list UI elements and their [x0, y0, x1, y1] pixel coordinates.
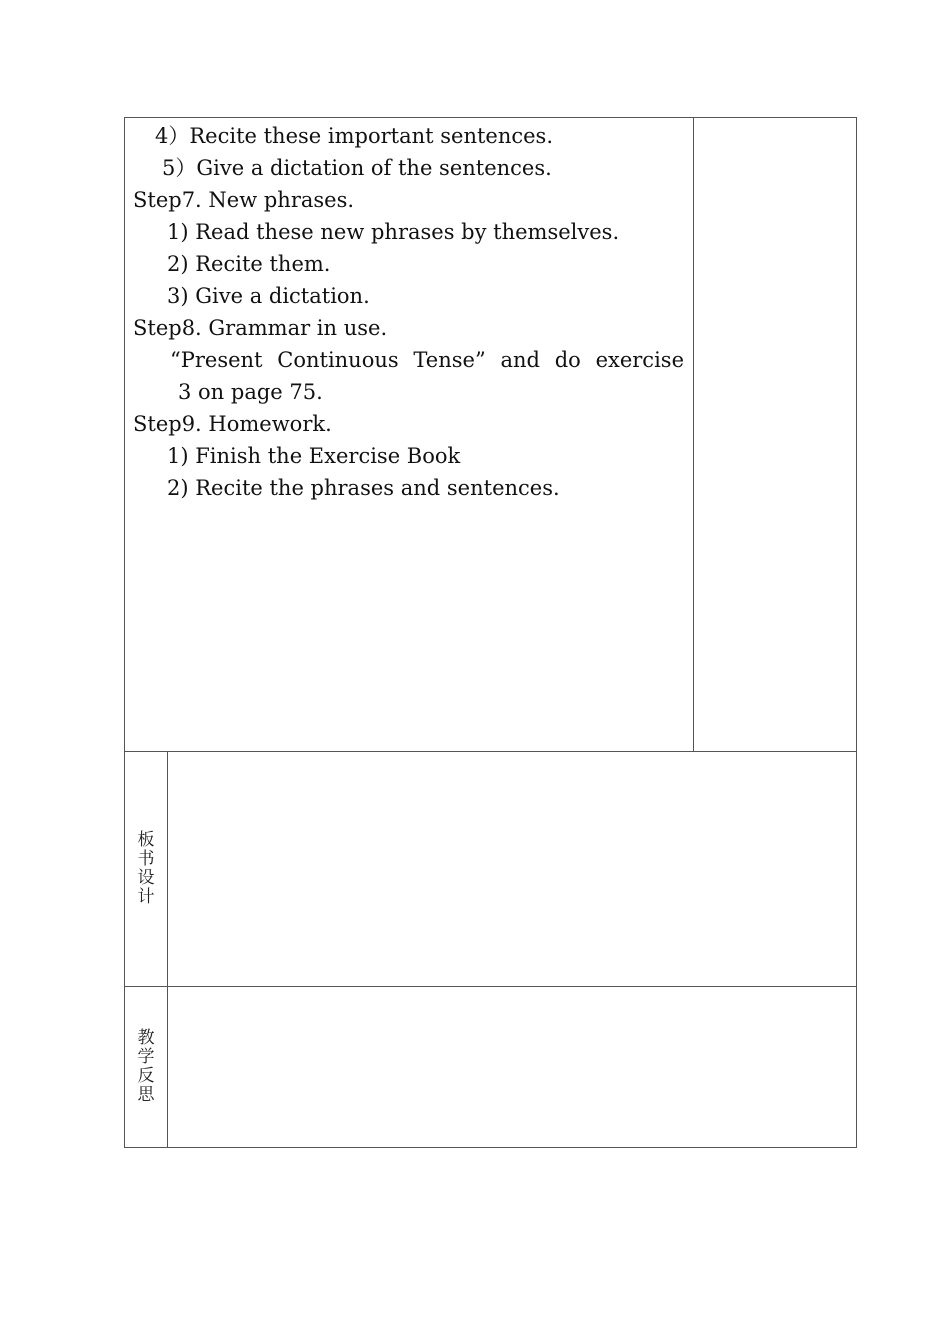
- board-design-label: 板书设计: [137, 830, 155, 907]
- step8-heading: Step8. Grammar in use.: [133, 316, 388, 340]
- step7-item-3: 3) Give a dictation.: [167, 284, 370, 308]
- step8-description-continued: 3 on page 75.: [178, 380, 323, 404]
- step9-item-1: 1) Finish the Exercise Book: [167, 444, 461, 468]
- step7-item-1: 1) Read these new phrases by themselves.: [167, 220, 620, 244]
- step7-heading: Step7. New phrases.: [133, 188, 355, 212]
- step-line-dictation-sentences: 5）Give a dictation of the sentences.: [162, 156, 552, 180]
- step9-item-2: 2) Recite the phrases and sentences.: [167, 476, 560, 500]
- step8-description: “Present Continuous Tense” and do exercise: [170, 348, 684, 372]
- teaching-reflection-label: 教学反思: [137, 1028, 155, 1105]
- board-design-content-cell: [167, 751, 857, 987]
- step9-heading: Step9. Homework.: [133, 412, 332, 436]
- step-line-recite-sentences: 4）Recite these important sentences.: [155, 124, 554, 148]
- notes-cell: [693, 117, 857, 752]
- step7-item-2: 2) Recite them.: [167, 252, 331, 276]
- teaching-reflection-content-cell: [167, 986, 857, 1148]
